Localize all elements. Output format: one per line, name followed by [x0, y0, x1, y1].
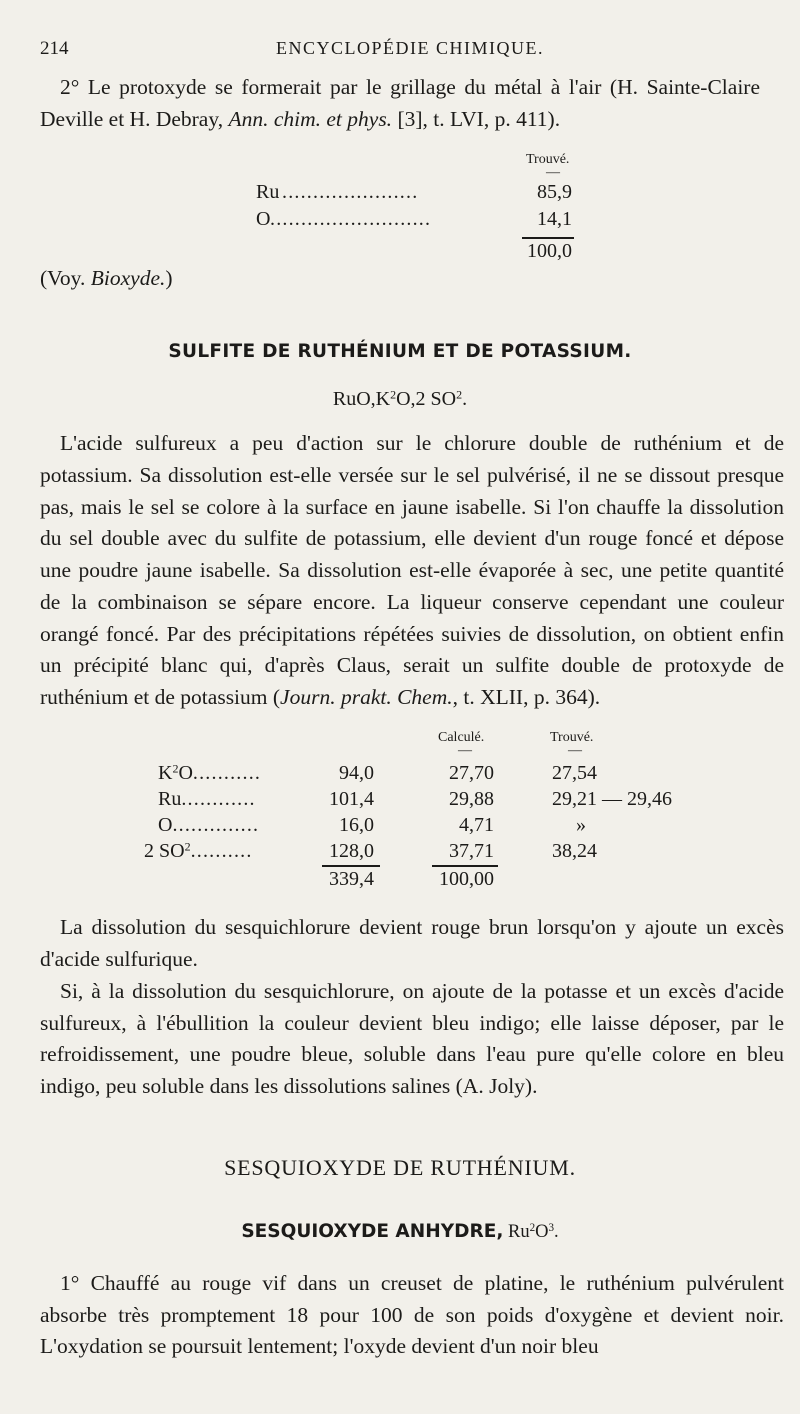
header-dash: — — [546, 165, 560, 180]
paragraph-sesquichlorure-1: La dissolution du sesquichlorure devient rouge brun lorsqu'on y ajoute un excès d'acide sulfurique. — [40, 915, 784, 971]
paragraph-oxydation: 1° Chauffé au rouge vif dans un creuset de platine, le ruthénium pulvérulent absorbe très promptement 18 pour 100 de son poids d'oxygène et devient noir. L'oxydation se poursuit lentement; l'oxyde devient d'un noir bleu — [40, 1271, 784, 1359]
journal-reference: Journ. prakt. Chem. — [280, 685, 453, 709]
section-title-sesquioxyde: SESQUIOXYDE DE RUTHÉNIUM. — [224, 1155, 576, 1180]
header-dash: — — [458, 743, 472, 758]
column-header-found: Trouvé. — [550, 730, 594, 745]
section-title-sulfite: SULFITE DE RUTHÉNIUM ET DE POTASSIUM. — [168, 341, 632, 362]
cross-reference: (Voy. Bioxyde.) — [40, 266, 173, 290]
paragraph-protoxyde: 2° Le protoxyde se formerait par le grillage du métal à l'air (H. Sainte-Claire Deville et H. Debray, Ann. chim. et phys. [3], t. LVI, p. 411). — [40, 75, 760, 131]
page-number: 214 — [40, 38, 69, 59]
paragraph-sulfite: L'acide sulfureux a peu d'action sur le chlorure double de ruthénium et de potassium. Sa dissolution est-elle versée sur le sel pulvérisé, il ne se dissout presque pas, mais le sel se colore à la surface en jaune isabelle. Si l'on chauffe la dissolution du sel double avec du sulfite de potassium, elle devient d'un rouge foncé et dépose une poudre jaune isabelle. Sa dissolution est-elle évaporée à sec, une petite quantité de la combinaison se sépare encore. La liqueur conserve cependant une couleur orangé foncé. Par des précipitations répétées suivies de dissolution, on obtient enfin un précipité blanc qui, d'après Claus, serait un sulfite double de protoxyde de ruthénium et de potassium (Journ. prakt. Chem., t. XLII, p. 364). — [40, 431, 784, 709]
analysis-table-2: Calculé. Trouvé. — — $K^2O$........... 94,0 27,70 27,54 Ru............ 101,4 29,88 29,21 — 29,46 O.............. 16,0 4,71 » 2 $SO^2$.......... 128,0 37,71 38,24 339,4 100,00 — [144, 730, 672, 890]
journal-reference: Ann. chim. et phys. — [228, 106, 393, 131]
sum-rule — [432, 865, 498, 867]
running-title: ENCYCLOPÉDIE CHIMIQUE. — [276, 38, 544, 58]
header-dash: — — [568, 743, 582, 758]
analysis-table-1: Trouvé. — Ru ...................... 85,9 O .......................... 14,1 100,0 — [256, 152, 572, 262]
column-header-found: Trouvé. — [526, 152, 570, 167]
paragraph-sesquichlorure-2: Si, à la dissolution du sesquichlorure, on ajoute de la potasse et un excès d'acide sulfureux, à l'ébullition la couleur devient bleu indigo; elle laisse déposer, par le refroidissement, une poudre bleue, soluble dans l'eau pure qu'elle colore en bleu indigo, peu soluble dans les dissolutions salines (A. Joly). — [40, 979, 784, 1098]
sum-rule — [322, 865, 380, 867]
formula-sulfite: $RuO,K^2O,2$ $SO^2$. — [332, 387, 468, 410]
subsection-title-anhydre: SESQUIOXYDE ANHYDRE, $Ru^2O^3$. — [241, 1221, 559, 1242]
column-header-calculated: Calculé. — [438, 730, 485, 745]
